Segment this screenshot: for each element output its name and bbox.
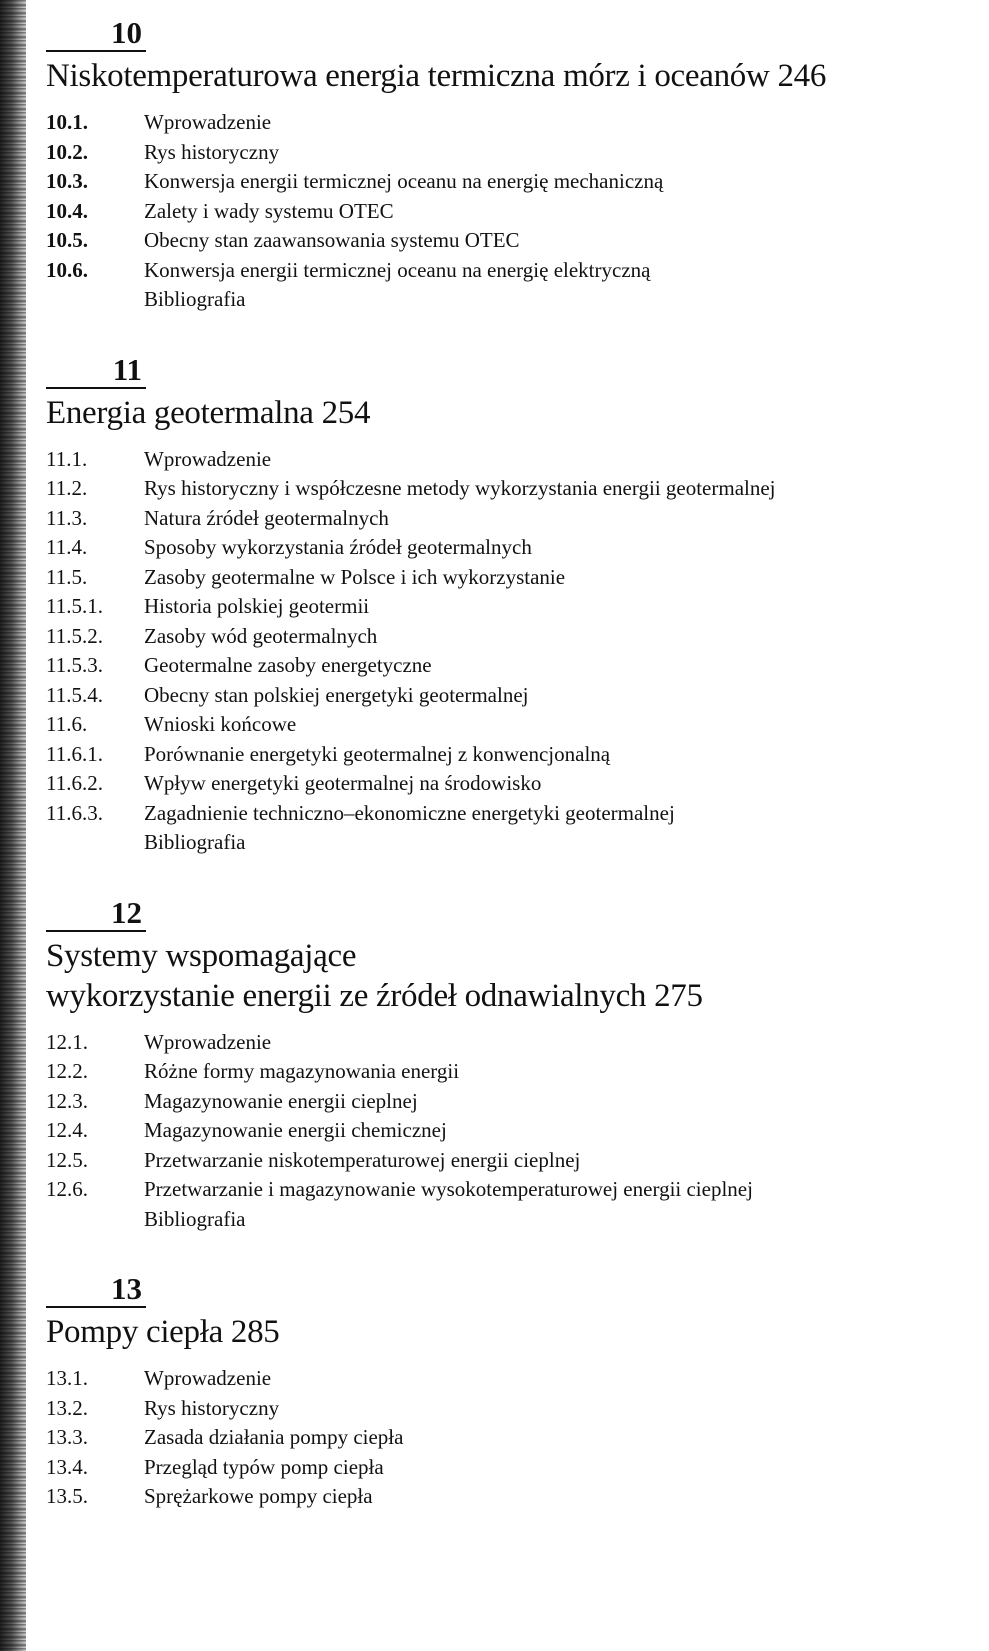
- section-number: 12.3.: [46, 1088, 88, 1113]
- toc-entry: [46, 592, 966, 622]
- section-number: 12.5.: [46, 1147, 88, 1172]
- section-title: Przetwarzanie niskotemperaturowej energii cieplnej: [144, 1147, 581, 1172]
- section-title: Wprowadzenie: [144, 446, 272, 471]
- chapter-page: 246: [777, 58, 827, 94]
- toc-entry: [46, 226, 966, 256]
- toc-entry: [46, 256, 966, 286]
- toc-entry: [46, 769, 966, 799]
- section-title: Bibliografia: [144, 830, 246, 854]
- toc-entry: [46, 197, 966, 227]
- chapter-number: 12: [46, 896, 146, 932]
- chapter-number: 10: [46, 16, 146, 52]
- section-number: 11.6.3.: [46, 800, 103, 825]
- chapter-title: [46, 56, 966, 96]
- section-title: Wprowadzenie: [144, 1366, 272, 1390]
- toc-entry: [46, 828, 966, 858]
- chapter-number: 13: [46, 1272, 146, 1308]
- book-binding-edge: [0, 0, 26, 1651]
- section-number: 10.4.: [46, 198, 88, 223]
- section-title: Rys historyczny i współczesne metody wykorzystania energii geotermalnej: [144, 476, 776, 500]
- toc-entry: [46, 799, 966, 829]
- toc-entry: [46, 1087, 966, 1117]
- section-title: Konwersja energii termicznej oceanu na energię elektryczną: [144, 257, 651, 282]
- toc-entry: [46, 167, 966, 197]
- section-number: 11.6.: [46, 712, 88, 736]
- section-title: Obecny stan zaawansowania systemu OTEC: [144, 228, 520, 252]
- section-number: 12.1.: [46, 1029, 88, 1054]
- section-title: Porównanie energetyki geotermalnej z konwencjonalną: [144, 741, 611, 766]
- section-number: 11.5.: [46, 564, 88, 589]
- section-title: Magazynowanie energii chemicznej: [144, 1118, 447, 1142]
- toc-entry: [46, 1146, 966, 1176]
- section-number: 11.3.: [46, 505, 88, 530]
- toc-entry: [46, 533, 966, 563]
- section-number: 10.2.: [46, 139, 88, 164]
- section-number: 13.4.: [46, 1454, 88, 1479]
- section-title: Rys historyczny: [144, 1395, 280, 1420]
- toc-entry: [46, 651, 966, 681]
- section-title: Zagadnienie techniczno–ekonomiczne energetyki geotermalnej: [144, 800, 675, 825]
- toc-page: [46, 16, 966, 1512]
- toc-entry: [46, 504, 966, 534]
- section-number: 10.1.: [46, 110, 88, 134]
- section-number: 11.5.3.: [46, 653, 103, 677]
- toc-entry: [46, 1028, 966, 1058]
- toc-entry: [46, 1423, 966, 1453]
- toc-entry: [46, 622, 966, 652]
- toc-list: [46, 1364, 966, 1512]
- toc-entry: [46, 1116, 966, 1146]
- section-number: 12.4.: [46, 1118, 88, 1142]
- section-number: 13.5.: [46, 1484, 88, 1508]
- section-title: Zasada działania pompy ciepła: [144, 1425, 404, 1449]
- section-title: Różne formy magazynowania energii: [144, 1059, 460, 1083]
- toc-entry: [46, 285, 966, 315]
- chapter-11: [46, 353, 966, 858]
- section-number: 11.5.2.: [46, 623, 103, 648]
- section-number: 12.6.: [46, 1177, 88, 1201]
- section-title: Przegląd typów pomp ciepła: [144, 1454, 384, 1479]
- chapter-12: [46, 896, 966, 1235]
- section-number: 11.5.1.: [46, 594, 103, 618]
- section-title: Wnioski końcowe: [144, 712, 297, 736]
- section-title: Bibliografia: [144, 1206, 246, 1231]
- chapter-number: 11: [46, 353, 146, 389]
- chapter-page: 275: [654, 977, 703, 1014]
- section-number: 10.5.: [46, 228, 88, 252]
- section-title: Konwersja energii termicznej oceanu na energię mechaniczną: [144, 169, 664, 193]
- toc-list: [46, 445, 966, 858]
- toc-entry: [46, 445, 966, 475]
- section-number: [46, 285, 144, 315]
- section-title: Natura źródeł geotermalnych: [144, 505, 389, 530]
- chapter-10: [46, 16, 966, 315]
- chapter-title-text: Pompy ciepła: [46, 1314, 223, 1350]
- toc-entry: [46, 563, 966, 593]
- section-title: Sposoby wykorzystania źródeł geotermalnych: [144, 535, 532, 559]
- toc-entry: [46, 138, 966, 168]
- chapter-title-text: Niskotemperaturowa energia termiczna mórz i oceanów: [46, 58, 770, 94]
- section-number: 11.6.2.: [46, 771, 103, 795]
- section-title: Zasoby wód geotermalnych: [144, 623, 378, 648]
- section-number: [46, 1205, 144, 1235]
- toc-entry: [46, 1453, 966, 1483]
- toc-entry: [46, 108, 966, 138]
- toc-entry: [46, 681, 966, 711]
- section-number: 10.6.: [46, 257, 88, 282]
- chapter-page: 254: [321, 394, 371, 431]
- toc-entry: [46, 1057, 966, 1087]
- section-title: Przetwarzanie i magazynowanie wysokotemperaturowej energii cieplnej: [144, 1177, 753, 1201]
- section-number: 11.2.: [46, 476, 88, 500]
- section-number: 10.3.: [46, 169, 88, 193]
- section-title: Rys historyczny: [144, 139, 280, 164]
- section-number: [46, 828, 144, 858]
- section-number: 13.2.: [46, 1395, 88, 1420]
- section-number: 12.2.: [46, 1059, 88, 1083]
- toc-entry: [46, 1175, 966, 1205]
- chapter-title-text: Energia geotermalna: [46, 394, 314, 431]
- toc-list: [46, 1028, 966, 1235]
- toc-entry: [46, 1205, 966, 1235]
- toc-entry: [46, 474, 966, 504]
- section-title: Magazynowanie energii cieplnej: [144, 1088, 418, 1113]
- toc-entry: [46, 740, 966, 770]
- section-title: Wprowadzenie: [144, 110, 272, 134]
- section-number: 11.6.1.: [46, 741, 103, 766]
- chapter-title: [46, 1312, 966, 1352]
- chapter-title-line-2: wykorzystanie energii ze źródeł odnawialnych: [46, 977, 647, 1014]
- section-title: Wprowadzenie: [144, 1029, 272, 1054]
- section-number: 13.1.: [46, 1366, 88, 1390]
- chapter-title: [46, 393, 966, 433]
- section-number: 13.3.: [46, 1425, 88, 1449]
- section-number: 11.4.: [46, 535, 88, 559]
- section-title: Historia polskiej geotermii: [144, 594, 370, 618]
- section-title: Zalety i wady systemu OTEC: [144, 198, 394, 223]
- chapter-13: [46, 1272, 966, 1512]
- toc-entry: [46, 1394, 966, 1424]
- toc-entry: [46, 1364, 966, 1394]
- toc-list: [46, 108, 966, 315]
- section-title: Obecny stan polskiej energetyki geotermalnej: [144, 682, 529, 707]
- chapter-title: [46, 936, 966, 1016]
- section-title: Bibliografia: [144, 287, 246, 311]
- chapter-page: 285: [230, 1314, 280, 1350]
- section-title: Sprężarkowe pompy ciepła: [144, 1484, 373, 1508]
- chapter-title-line-1: Systemy wspomagające: [46, 937, 357, 974]
- toc-entry: [46, 1482, 966, 1512]
- section-title: Geotermalne zasoby energetyczne: [144, 653, 432, 677]
- section-number: 11.1.: [46, 446, 88, 471]
- toc-entry: [46, 710, 966, 740]
- section-title: Zasoby geotermalne w Polsce i ich wykorzystanie: [144, 564, 566, 589]
- section-title: Wpływ energetyki geotermalnej na środowisko: [144, 771, 542, 795]
- section-number: 11.5.4.: [46, 682, 103, 707]
